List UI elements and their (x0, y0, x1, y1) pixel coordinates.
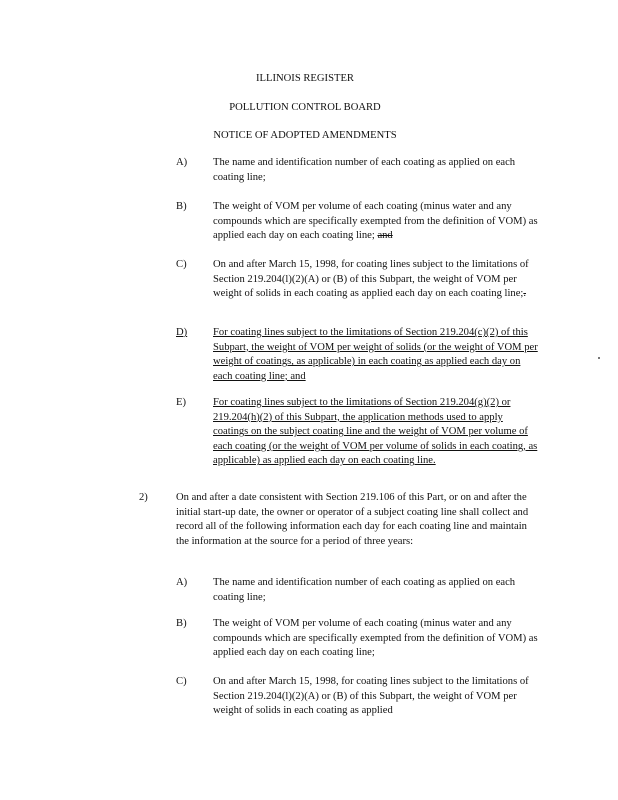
item-text: The weight of VOM per volume of each coating (minus water and any compounds which are specifically exempted from the definition of VOM) as applied each day on each coating line; (213, 618, 538, 659)
item-text-wrap (213, 258, 539, 302)
item-label: C) (176, 259, 187, 270)
item-text: The name and identification number of each coating as applied on each coating line; (213, 157, 516, 183)
item-label: E) (176, 397, 186, 408)
item-text: The name and identification number of each coating as applied on each coating line; (213, 577, 516, 603)
notice-title: NOTICE OF ADOPTED AMENDMENTS (213, 130, 397, 141)
item-label: C) (176, 676, 187, 687)
item-label: B) (176, 201, 187, 212)
item-text: For coating lines subject to the limitations of Section 219.204(c)(2) of this Subpart, the weight of VOM per weight of solids (or the weight of VOM per weight of coatings, as applicable) in each coating as applied each day on each coating line; and (213, 327, 538, 382)
item-text: On and after March 15, 1998, for coating lines subject to the limitations of Section 219.204(l)(2)(A) or (B) of this Subpart, the weight of VOM per weight of solids in each coating as applied (213, 676, 529, 717)
item-text: For coating lines subject to the limitations of Section 219.204(g)(2) or 219.204(h)(2) of this Subpart, the application methods used to apply coatings on the subject coating line and the weight of VOM per volume of each coating (or the weight of VOM per volume of solids in each coating, as applicable) as applied each day on each coating line. (213, 397, 538, 467)
deleted-text: . (523, 288, 527, 300)
register-title: ILLINOIS REGISTER (256, 73, 354, 84)
deleted-text: and (377, 230, 393, 242)
item-label: D) (176, 327, 188, 338)
item-text: The weight of VOM per volume of each coating (minus water and any compounds which are specifically exempted from the definition of VOM) as applied each day on each coating line; (213, 201, 538, 242)
board-title: POLLUTION CONTROL BOARD (229, 102, 381, 113)
item-label: A) (176, 577, 188, 588)
paragraph-label: 2) (139, 492, 148, 503)
scan-speck (598, 357, 600, 359)
item-label: B) (176, 618, 187, 629)
paragraph-text: On and after a date consistent with Section 219.106 of this Part, or on and after the initial start-up date, the owner or operator of a subject coating line shall collect and record all of the following information each day for each coating line and maintain the information at the source for a period of three years: (176, 492, 529, 547)
item-text-wrap (213, 200, 539, 244)
item-text: On and after March 15, 1998, for coating lines subject to the limitations of Section 219.204(l)(2)(A) or (B) of this Subpart, the weight of VOM per weight of solids in each coating as applied each day on each coating line; (213, 259, 529, 300)
item-label: A) (176, 157, 188, 168)
